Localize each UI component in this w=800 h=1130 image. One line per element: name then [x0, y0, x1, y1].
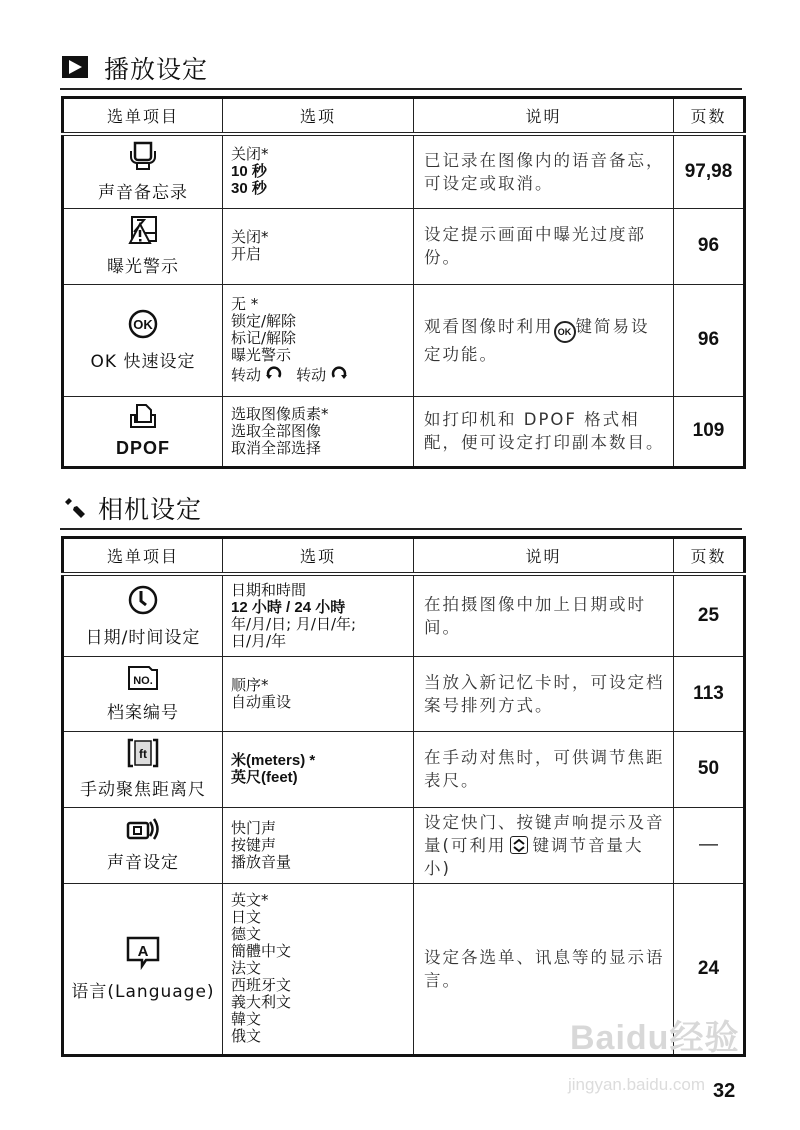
- description-cell: 设定提示画面中曝光过度部份。: [414, 208, 674, 284]
- menu-item-label: 档案编号: [107, 702, 179, 723]
- menu-item-label: DPOF: [115, 438, 170, 458]
- page-cell: 113: [674, 656, 745, 731]
- option: 10 秒: [231, 163, 267, 181]
- options-cell: [223, 807, 414, 883]
- option: 快门声: [231, 818, 277, 837]
- option: 无 *: [231, 295, 259, 313]
- page-cell: —: [674, 807, 745, 883]
- description-cell: 设定各选单、讯息等的显示语言。: [414, 883, 674, 1055]
- option: 韓文: [231, 1010, 262, 1028]
- description-cell: 如打印机和 DPOF 格式相配，便可设定打印副本数目。: [414, 396, 674, 467]
- section-title: 播放设定: [104, 55, 209, 84]
- camera-settings-table: [61, 536, 746, 1057]
- header-menu-item: 选单项目: [63, 98, 223, 135]
- option: 转动: [296, 366, 327, 384]
- table-row: [63, 284, 745, 396]
- menu-item-cell: [63, 574, 223, 656]
- option: 法文: [231, 959, 262, 977]
- option: 取消全部选择: [231, 438, 322, 457]
- table-header-row: [63, 538, 745, 575]
- option: 德文: [231, 925, 262, 943]
- options-cell: [223, 656, 414, 731]
- option: 30 秒: [231, 180, 267, 198]
- page-cell: 24: [674, 883, 745, 1055]
- option: 关闭*: [231, 228, 269, 246]
- option: 选取图像质素*: [231, 404, 329, 423]
- clock-icon: [64, 584, 222, 621]
- option: 日期和時間: [231, 580, 307, 599]
- ok-button-icon: [64, 308, 222, 345]
- menu-item-cell: [63, 284, 223, 396]
- option: 自动重设: [231, 692, 292, 711]
- language-icon: [64, 936, 222, 975]
- option: 米(meters) *: [231, 752, 316, 769]
- play-icon: [62, 56, 88, 82]
- option-rotate-pair: [231, 364, 413, 384]
- options-cell: [223, 284, 414, 396]
- option: 标记/解除: [231, 329, 297, 347]
- option: 義大利文: [231, 993, 292, 1011]
- menu-item-cell: [63, 208, 223, 284]
- menu-item-cell: [63, 656, 223, 731]
- options-cell: [223, 574, 414, 656]
- svg-text:ft: ft: [139, 747, 147, 761]
- watermark-url: jingyan.baidu.com: [568, 1075, 706, 1094]
- ok-button-icon: OK: [554, 321, 576, 343]
- table-row: [63, 574, 745, 656]
- file-number-icon: [64, 665, 222, 696]
- page-cell: 50: [674, 731, 745, 807]
- option: 西班牙文: [231, 976, 292, 994]
- header-description: 说明: [414, 538, 674, 575]
- section-title: 相机设定: [98, 495, 203, 524]
- sound-camera-icon: [64, 817, 222, 846]
- option: 12 小時 / 24 小時: [231, 598, 346, 616]
- description-text: 观看图像时利用: [424, 316, 554, 336]
- page-cell: 97,98: [674, 134, 745, 208]
- svg-text:A: A: [137, 942, 149, 960]
- up-down-key-icon: [510, 836, 528, 854]
- table-header-row: [63, 98, 745, 135]
- rotate-cw-icon: [331, 366, 347, 384]
- table-row: [63, 134, 745, 208]
- description-cell: [414, 284, 674, 396]
- menu-item-label: 语言(Language): [71, 981, 215, 1002]
- option: 锁定/解除: [231, 312, 297, 330]
- menu-item-label: 声音备忘录: [98, 182, 188, 203]
- option: 转动: [231, 366, 262, 384]
- table-row: [63, 731, 745, 807]
- options-cell: [223, 731, 414, 807]
- menu-item-cell: [63, 883, 223, 1055]
- menu-item-cell: [63, 731, 223, 807]
- page-cell: 109: [674, 396, 745, 467]
- section-header-playback: [60, 48, 742, 90]
- option: 按键声: [231, 835, 277, 854]
- option: 开启: [231, 245, 262, 263]
- options-cell: [223, 396, 414, 467]
- menu-item-label: 日期/时间设定: [85, 627, 201, 648]
- menu-item-cell: [63, 396, 223, 467]
- option: 俄文: [231, 1027, 262, 1045]
- menu-item-label: 手动聚焦距离尺: [80, 780, 206, 800]
- description-text: 键调节音量大小): [424, 835, 644, 878]
- option: 顺序*: [231, 675, 269, 694]
- menu-item-label: 声音设定: [107, 853, 179, 873]
- wrench-icon: [62, 496, 88, 524]
- exposure-warning-icon: [64, 215, 222, 250]
- section-header-camera: [60, 488, 742, 530]
- menu-item-cell: [63, 134, 223, 208]
- header-description: 说明: [414, 98, 674, 135]
- option: 选取全部图像: [231, 421, 322, 440]
- page-number: 32: [713, 1080, 736, 1102]
- header-menu-item: 选单项目: [63, 538, 223, 575]
- description-cell: 在手动对焦时，可供调节焦距表尺。: [414, 731, 674, 807]
- header-page: 页数: [674, 538, 745, 575]
- option: 簡體中文: [231, 942, 292, 960]
- table-row: [63, 208, 745, 284]
- options-cell: [223, 208, 414, 284]
- menu-item-label: 曝光警示: [107, 257, 179, 277]
- focus-scale-icon: [64, 738, 222, 773]
- options-cell: [223, 134, 414, 208]
- option: 英尺(feet): [231, 769, 298, 786]
- description-cell: 在拍摄图像中加上日期或时间。: [414, 574, 674, 656]
- options-cell: [223, 883, 414, 1055]
- table-row: [63, 396, 745, 467]
- option: 曝光警示: [231, 346, 292, 364]
- description-cell: 当放入新记忆卡时，可设定档案号排列方式。: [414, 656, 674, 731]
- voice-memo-icon: [64, 141, 222, 176]
- header-page: 页数: [674, 98, 745, 135]
- option: 年/月/日; 月/日/年;: [231, 614, 357, 633]
- description-text: 键简易设定功能。: [424, 316, 650, 364]
- option: 日文: [231, 908, 262, 926]
- header-options: 选项: [223, 98, 414, 135]
- header-options: 选项: [223, 538, 414, 575]
- table-row: [63, 656, 745, 731]
- watermark-logo: Baidu经验: [570, 1019, 740, 1057]
- option: 英文*: [231, 891, 269, 909]
- description-cell: [414, 807, 674, 883]
- page-cell: 96: [674, 208, 745, 284]
- menu-item-cell: [63, 807, 223, 883]
- svg-text:NO.: NO.: [133, 674, 153, 687]
- description-cell: 已记录在图像内的语音备忘，可设定或取消。: [414, 134, 674, 208]
- option: 关闭*: [231, 145, 269, 164]
- menu-item-label: OK 快速设定: [90, 352, 196, 372]
- page-cell: 96: [674, 284, 745, 396]
- description-text: 设定快门、按键声响提示及音量(可利用: [424, 812, 665, 855]
- table-row: [63, 807, 745, 883]
- option: 日/月/年: [231, 631, 287, 650]
- svg-text:OK: OK: [133, 317, 153, 332]
- rotate-ccw-icon: [266, 366, 282, 384]
- dpof-print-icon: [64, 403, 222, 436]
- page-cell: 25: [674, 574, 745, 656]
- option: 播放音量: [231, 852, 292, 871]
- playback-settings-table: [61, 96, 746, 469]
